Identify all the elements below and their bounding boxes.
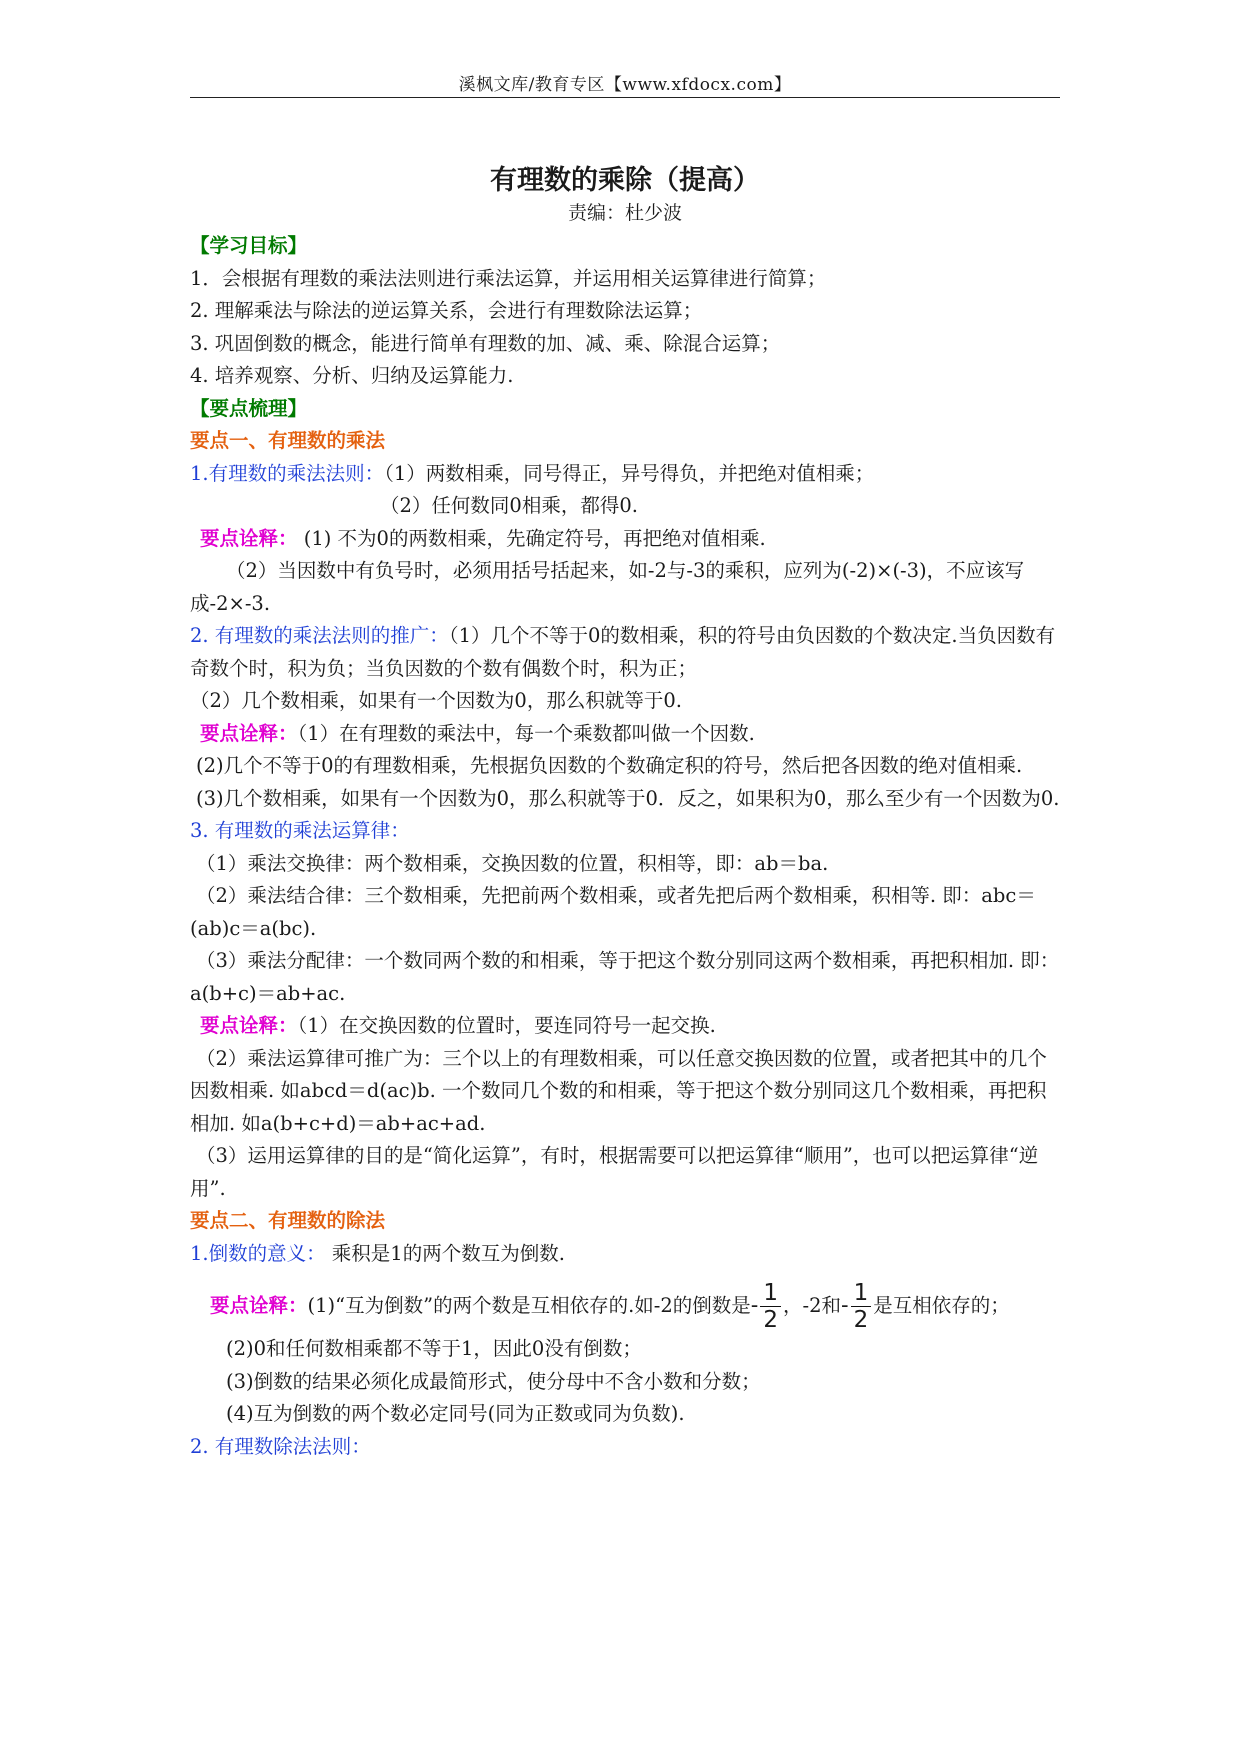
commutative-law: （1）乘法交换律：两个数相乘，交换因数的位置，积相等，即：ab＝ba.	[196, 851, 829, 875]
note-2	[190, 718, 1060, 751]
reciprocal-note-2: (2)0和任何数相乘都不等于1，因此0没有倒数；	[226, 1337, 642, 1360]
header-divider	[190, 97, 1060, 98]
fraction-minus: -	[750, 1293, 759, 1317]
goal-item-2: 2. 理解乘法与除法的逆运算关系，会进行有理数除法运算；	[190, 299, 703, 322]
generalized-rule-b: （2）几个数相乘，如果有一个因数为0，那么积就等于0.	[190, 689, 682, 712]
fraction-minus: -	[841, 1293, 849, 1317]
editor-line: 责编：杜少波	[567, 202, 682, 224]
fraction-numerator: 1	[760, 1280, 781, 1307]
fraction-half	[851, 1280, 872, 1333]
note-2-b: (2)几个不等于0的有理数相乘，先根据负因数的个数确定积的符号，然后把各因数的绝对值相乘.	[196, 754, 1023, 777]
distributive-law: （3）乘法分配律：一个数同两个数的和相乘，等于把这个数分别同这两个数相乘，再把积相加. 即：a(b+c)＝ab+ac.	[190, 949, 1060, 1005]
fraction-numerator: 1	[851, 1280, 872, 1307]
multiplication-rule-label: 1.有理数的乘法法则：	[190, 461, 385, 485]
goal-item-1: 1．会根据有理数的乘法法则进行乘法运算，并运用相关运算律进行简算；	[190, 266, 827, 290]
note-label: 要点诠释：	[210, 1294, 308, 1317]
note-label: 要点诠释：	[200, 526, 298, 550]
goals-heading: 【学习目标】	[190, 234, 308, 257]
section2-heading: 要点二、有理数的除法	[190, 1209, 386, 1232]
generalized-rule	[190, 620, 1060, 685]
page-title: 有理数的乘除（提高）	[490, 165, 760, 196]
reciprocal-definition	[190, 1238, 1060, 1271]
reciprocal-note-1	[190, 1280, 1060, 1333]
multiplication-rule-a: （1）两数相乘，同号得正，异号得负，并把绝对值相乘；	[384, 461, 875, 485]
summary-heading: 【要点梳理】	[190, 396, 308, 420]
multiplication-rule-b: （2）任何数同0相乘，都得0.	[380, 494, 638, 517]
note-3-b: （2）乘法运算律可推广为：三个以上的有理数相乘，可以任意交换因数的位置，或者把其中的几个因数相乘. 如abcd＝d(ac)b. 一个数同几个数的和相乘，等于把这个数分别同这几个数相乘，再把积相加. 如a(b+c+d)＝ab+ac+ad.	[190, 1046, 1047, 1135]
reciprocal-note-3: (3)倒数的结果必须化成最简形式，使分母中不含小数和分数；	[226, 1369, 761, 1393]
note-2-c: (3)几个数相乘，如果有一个因数为0，那么积就等于0．反之，如果积为0，那么至少有一个因数为0.	[196, 786, 1060, 810]
multiplication-rule	[190, 458, 1060, 491]
note-1	[190, 523, 1060, 556]
note-1-b: （2）当因数中有负号时，必须用括号括起来，如-2与-3的乘积，应列为(-2)×(-3)，不应该写成-2×-3.	[190, 559, 1025, 615]
document-body	[190, 158, 1060, 1463]
reciprocal-note-1-post: 是互相依存的；	[873, 1294, 1010, 1317]
note-3-a: （1）在交换因数的位置时，要连同符号一起交换.	[297, 1014, 716, 1037]
generalized-rule-label: 2. 有理数的乘法法则的推广：	[190, 624, 449, 647]
operation-laws-label: 3. 有理数的乘法运算律：	[190, 819, 410, 842]
fraction-denominator: 2	[853, 1307, 869, 1333]
associative-law: （2）乘法结合律：三个数相乘，先把前两个数相乘，或者先把后两个数相乘，积相等. 即：abc＝(ab)c＝a(bc).	[190, 884, 1036, 940]
note-label: 要点诠释：	[200, 1014, 298, 1037]
goal-item-4: 4. 培养观察、分析、归纳及运算能力.	[190, 364, 514, 387]
fraction-denominator: 2	[763, 1307, 778, 1333]
reciprocal-text: 乘积是1的两个数互为倒数.	[325, 1241, 565, 1265]
generalized-rule-a: （1）几个不等于0的数相乘，积的符号由负因数的个数决定.当负因数有奇数个时，积为负；当负因数的个数有偶数个时，积为正；	[190, 624, 1056, 680]
note-1-a: (1) 不为0的两数相乘，先确定符号，再把绝对值相乘.	[297, 526, 766, 550]
note-label: 要点诠释：	[200, 721, 298, 745]
note-3	[190, 1010, 1060, 1043]
fraction-half	[760, 1280, 781, 1333]
page-header: 溪枫文库/教育专区【www.xfdocx.com】	[458, 75, 792, 95]
division-rule-label: 2. 有理数除法法则：	[190, 1434, 371, 1458]
reciprocal-note-1-pre: (1)“互为倒数”的两个数是互相依存的.如-2的倒数是	[307, 1294, 751, 1317]
note-3-c: （3）运用运算律的目的是“简化运算”，有时，根据需要可以把运算律“顺用”，也可以把运算律“逆用”.	[190, 1144, 1039, 1200]
reciprocal-label: 1.倒数的意义：	[190, 1241, 326, 1265]
note-2-a: （1）在有理数的乘法中，每一个乘数都叫做一个因数.	[297, 721, 755, 745]
section1-heading: 要点一、有理数的乘法	[190, 429, 386, 452]
reciprocal-note-1-mid: ，-2和	[783, 1294, 841, 1317]
reciprocal-note-4: (4)互为倒数的两个数必定同号(同为正数或同为负数).	[226, 1402, 685, 1425]
goal-item-3: 3. 巩固倒数的概念，能进行简单有理数的加、减、乘、除混合运算；	[190, 331, 781, 355]
